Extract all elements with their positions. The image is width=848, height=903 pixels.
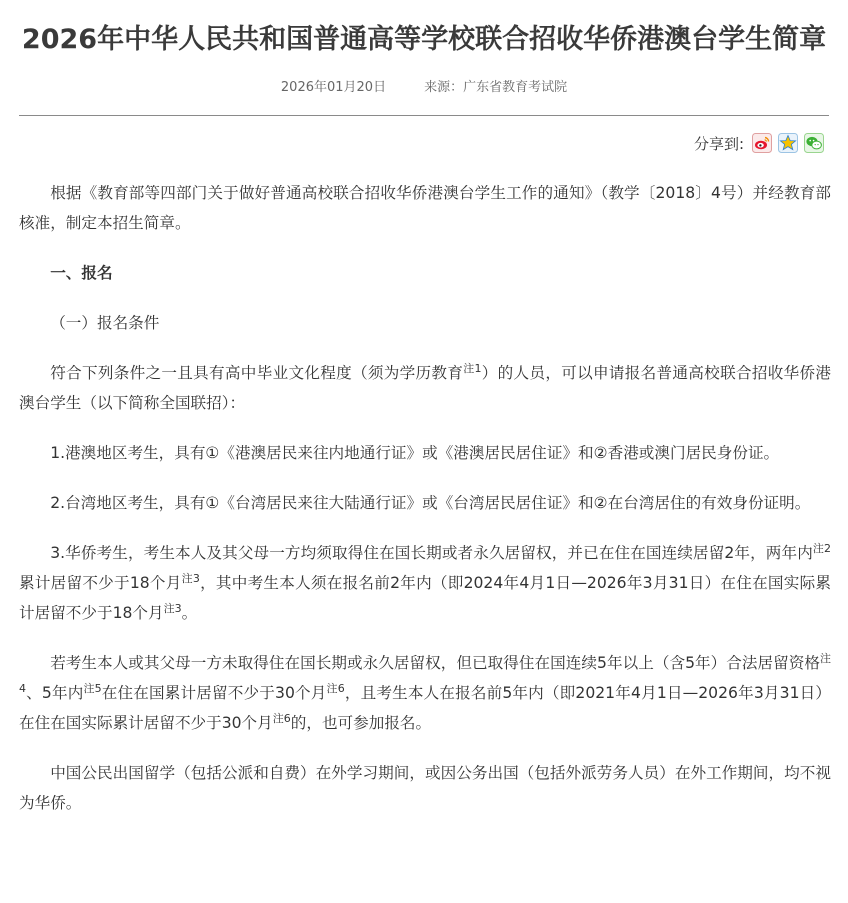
exclusion-paragraph: 中国公民出国留学（包括公派和自费）在外学习期间，或因公务出国（包括外派劳务人员）在外工作期间，均不视为华侨。 <box>19 764 831 812</box>
share-label: 分享到: <box>693 134 744 153</box>
footnote-ref: 注5 <box>83 682 102 695</box>
section-heading: 一、报名 <box>50 264 113 282</box>
intro-paragraph: 根据《教育部等四部门关于做好普通高校联合招收华侨港澳台学生工作的通知》（教学〔2018〕4号）并经教育部核准，制定本招生简章。 <box>19 184 831 232</box>
footnote-ref: 注3 <box>163 602 182 615</box>
article-source: 来源：广东省教育考试院 <box>424 80 568 95</box>
subsection-heading: （一）报名条件 <box>50 314 160 332</box>
qzone-icon[interactable] <box>778 133 798 153</box>
overseas-chinese-paragraph: 3.华侨考生，考生本人及其父母一方均须取得住在国长期或者永久居留权，并已在住在国连续居留2年，两年内$^{注2}$累计居留不少于18个月$^{注3}$，其中考生本人须在报名前2年内（即2024年4月1日—2026年3月31日）在住在国实际累计居留不少于18个月$^{注3}$。 <box>19 542 832 622</box>
hk-macao-paragraph: 1.港澳地区考生，具有①《港澳居民来往内地通行证》或《港澳居民居住证》和②香港或澳门居民身份证。 <box>50 444 780 462</box>
footnote-ref: 注3 <box>181 572 200 585</box>
article-meta <box>0 78 848 98</box>
publish-date: 2026年01月20日 <box>280 80 387 95</box>
residence-paragraph: 若考生本人或其父母一方未取得住在国长期或永久居留权，但已取得住在国连续5年以上（含5年）合法居留资格$^{注4}$、5年内$^{注5}$在住在国累计居留不少于30个月$^{注6}$，且考生本人在报名前5年内（即2021年4月1日—2026年3月31日）在住在国实际累计居留不少于30个月$^{注6}$的，也可参加报名。 <box>19 652 832 732</box>
article-body <box>19 178 831 818</box>
eligibility-paragraph: 符合下列条件之一且具有高中毕业文化程度（须为学历教育$^{注1}$）的人员，可以申请报名普通高校联合招收华侨港澳台学生（以下简称全国联招）： <box>19 362 831 412</box>
footnote-ref: 注1 <box>463 362 482 375</box>
footnote-ref: 注6 <box>326 682 345 695</box>
footnote-ref: 注4 <box>19 652 831 695</box>
footnote-ref: 注6 <box>272 712 291 725</box>
taiwan-paragraph: 2.台湾地区考生，具有①《台湾居民来往大陆通行证》或《台湾居民居住证》和②在台湾居住的有效身份证明。 <box>50 494 811 512</box>
article-title: 2026年中华人民共和国普通高等学校联合招收华侨港澳台学生简章 <box>21 24 827 55</box>
title-divider <box>19 115 829 116</box>
share-bar <box>694 132 824 154</box>
wechat-icon[interactable] <box>804 133 824 153</box>
weibo-icon[interactable] <box>752 133 772 153</box>
footnote-ref: 注2 <box>812 542 831 555</box>
